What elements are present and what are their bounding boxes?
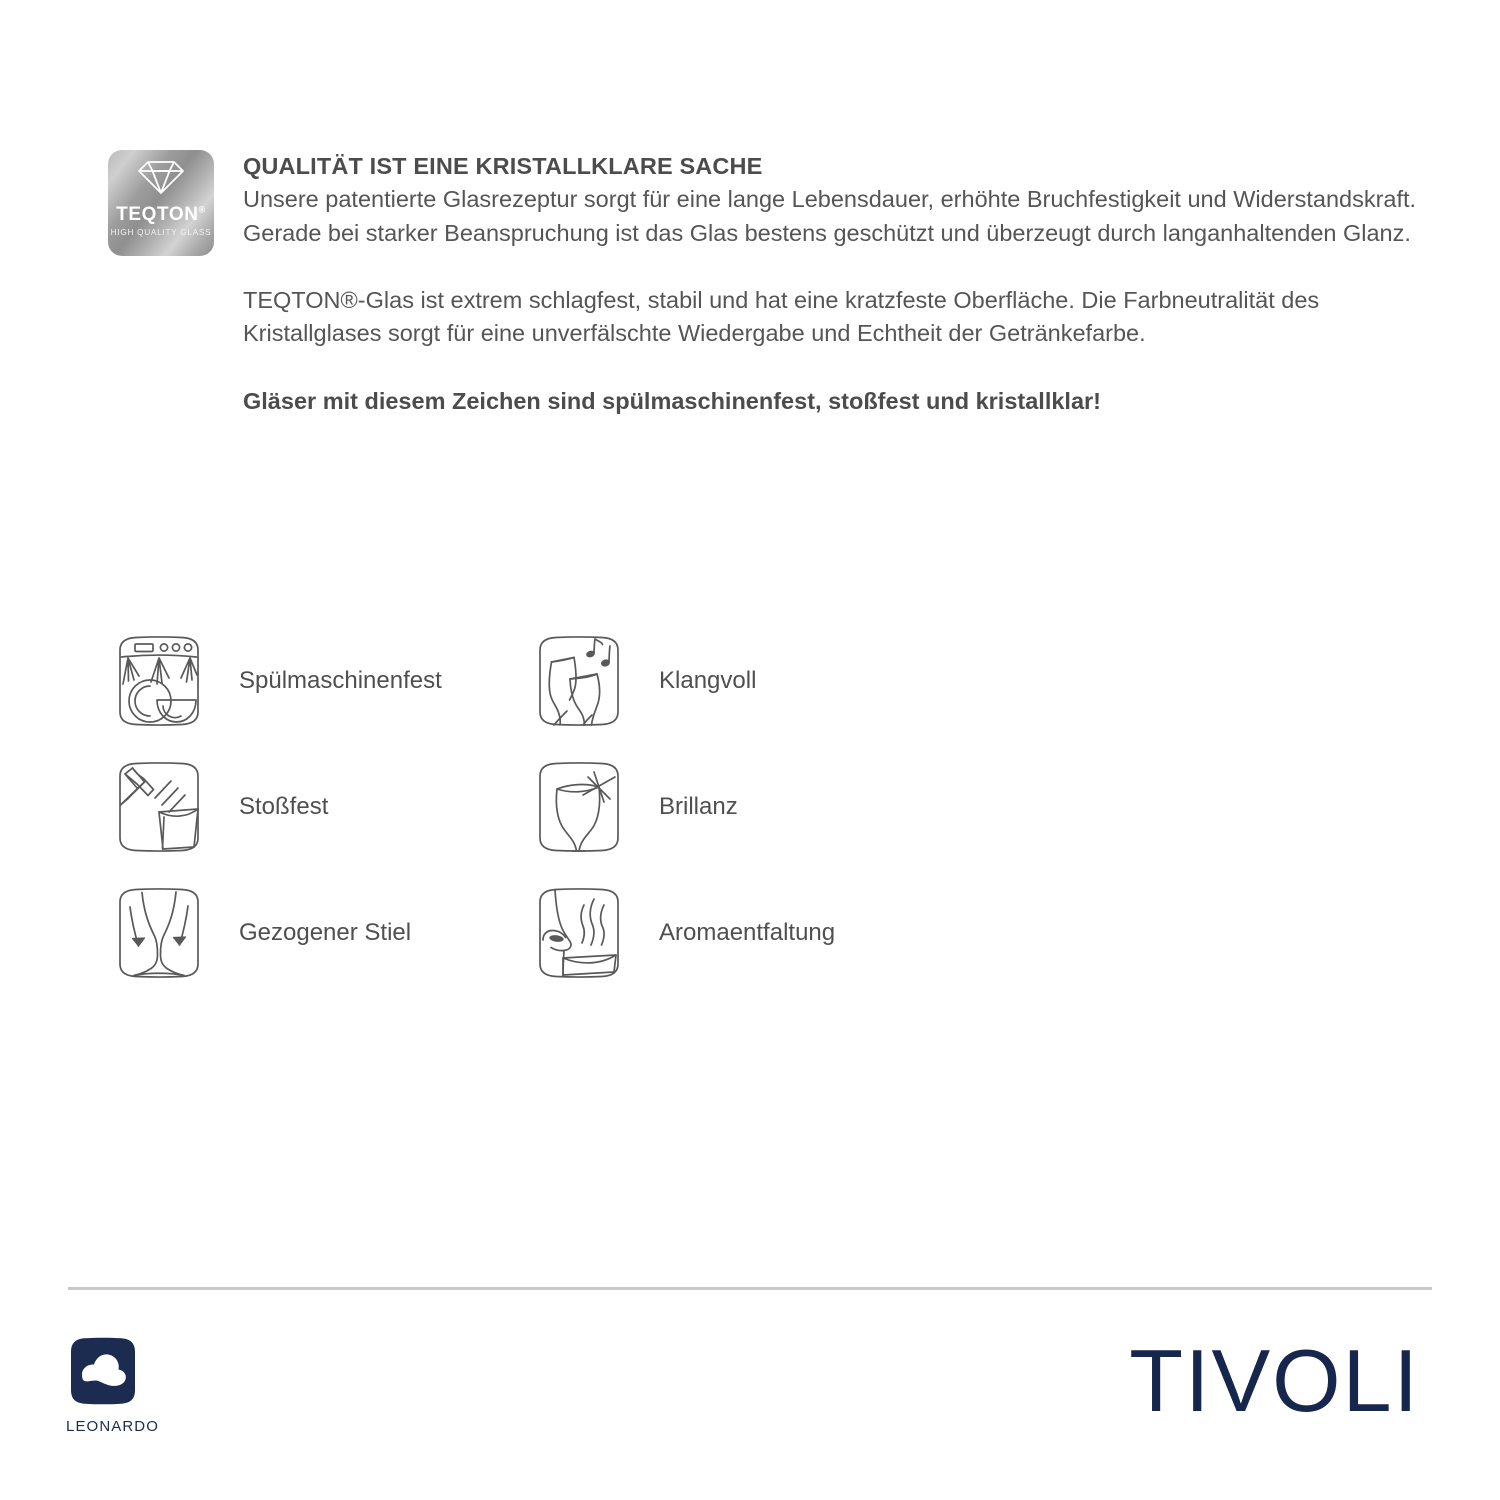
diamond-icon bbox=[135, 159, 187, 195]
feature-row bbox=[106, 618, 1006, 744]
feature-label: Spülmaschinenfest bbox=[239, 667, 442, 694]
feature-item-brillanz bbox=[526, 754, 946, 860]
teqton-badge bbox=[108, 150, 214, 256]
teqton-badge-name: TEQTON® bbox=[116, 204, 206, 225]
intro-heading: QUALITÄT IST EINE KRISTALLKLARE SACHE bbox=[243, 153, 763, 179]
dishwasher-icon bbox=[106, 628, 212, 734]
nose-aroma-icon bbox=[526, 880, 632, 986]
feature-item-dishwasher bbox=[106, 628, 526, 734]
footer-divider bbox=[68, 1287, 1432, 1290]
leonardo-brand bbox=[66, 1334, 226, 1434]
feature-item-stossfest bbox=[106, 754, 526, 860]
clinking-glasses-music-icon bbox=[526, 628, 632, 734]
leonardo-wordmark: LEONARDO bbox=[66, 1418, 159, 1435]
feature-label: Brillanz bbox=[659, 793, 738, 820]
sparkling-glass-icon bbox=[526, 754, 632, 860]
collection-wordmark: TIVOLI bbox=[1129, 1331, 1420, 1430]
feature-item-gezogener-stiel bbox=[106, 880, 526, 986]
feature-label: Stoßfest bbox=[239, 793, 329, 820]
feature-label: Aromaentfaltung bbox=[659, 919, 836, 946]
feature-item-klangvoll bbox=[526, 628, 946, 734]
feature-row bbox=[106, 870, 1006, 996]
feature-label: Gezogener Stiel bbox=[239, 919, 412, 946]
pulled-stem-arrows-icon bbox=[106, 880, 212, 986]
feature-label: Klangvoll bbox=[659, 667, 757, 694]
hammer-glass-icon bbox=[106, 754, 212, 860]
feature-item-aromaentfaltung bbox=[526, 880, 946, 986]
teqton-badge-tagline: HIGH QUALITY GLASS bbox=[110, 228, 212, 237]
intro-paragraph-1: Unsere patentierte Glasrezeptur sorgt für eine lange Lebensdauer, erhöhte Bruchfestigkeit und Widerstandskraft. Gerade bei starker Beanspruchung ist das Glas bestens geschützt und überzeugt durch langanhaltenden Glanz. bbox=[243, 186, 1417, 246]
intro-paragraph-2: TEQTON®-Glas ist extrem schlagfest, stabil und hat eine kratzfeste Oberfläche. Die Farbneutralität des Kristallglases sorgt für eine unverfälschte Wiedergabe und Echtheit der Getränkefarbe. bbox=[243, 287, 1320, 347]
registered-mark: ® bbox=[198, 204, 206, 215]
leonardo-logo-icon bbox=[66, 1334, 140, 1408]
feature-grid bbox=[106, 618, 1006, 996]
intro-copy bbox=[243, 150, 1433, 418]
feature-row bbox=[106, 744, 1006, 870]
intro-highlight: Gläser mit diesem Zeichen sind spülmaschinenfest, stoßfest und kristallklar! bbox=[243, 387, 1102, 414]
